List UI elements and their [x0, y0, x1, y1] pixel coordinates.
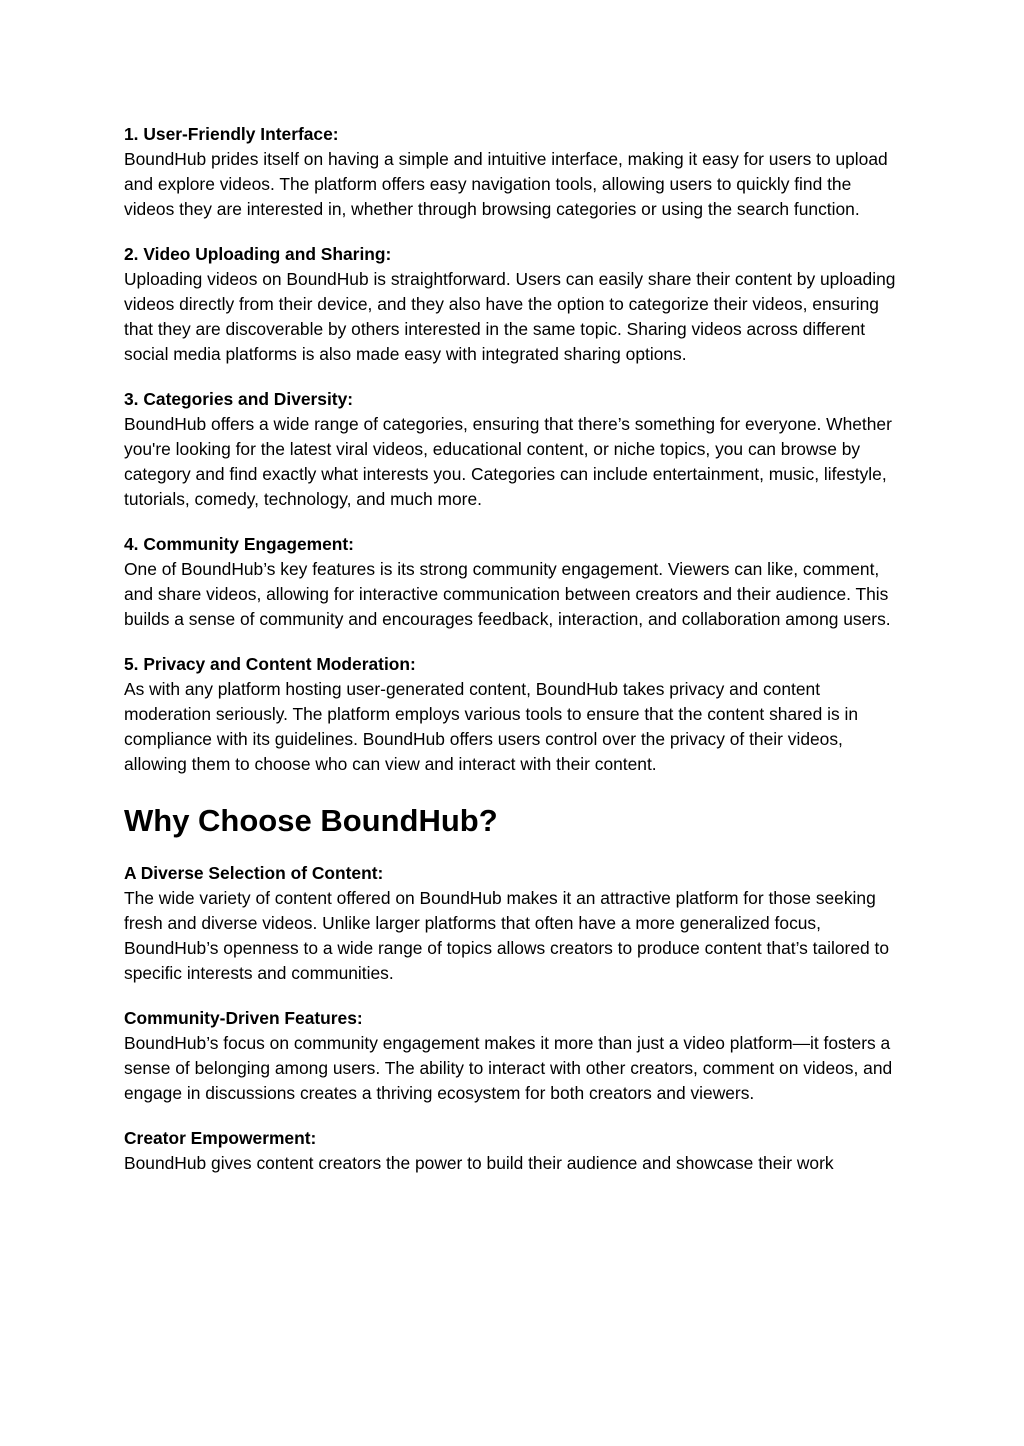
- document-page: [124, 122, 904, 1176]
- section-paragraph: The wide variety of content offered on BoundHub makes it an attractive platform for those seeking fresh and diverse videos. Unlike larger platforms that often have a more generalized focus, BoundHub’s openness to a wide range of topics allows creators to produce content that’s tailored to specific interests and communities.: [124, 888, 890, 983]
- section-paragraph: BoundHub gives content creators the power to build their audience and showcase their work: [124, 1153, 834, 1173]
- section-heading: Community-Driven Features:: [124, 1008, 363, 1028]
- feature-community-engagement: [124, 532, 904, 632]
- feature-video-uploading-sharing: [124, 242, 904, 367]
- feature-categories-diversity: [124, 387, 904, 512]
- section-heading: Creator Empowerment:: [124, 1128, 317, 1148]
- section-paragraph: BoundHub offers a wide range of categories, ensuring that there’s something for everyone. Whether you're looking for the latest viral videos, educational content, or niche topics, you can browse by category and find exactly what interests you. Categories can include entertainment, music, lifestyle, tutorials, comedy, technology, and much more.: [124, 414, 892, 509]
- why-creator-empowerment: [124, 1126, 904, 1176]
- section-heading: 3. Categories and Diversity:: [124, 389, 354, 409]
- section-paragraph: One of BoundHub’s key features is its strong community engagement. Viewers can like, comment, and share videos, allowing for interactive communication between creators and their audience. This builds a sense of community and encourages feedback, interaction, and collaboration among users.: [124, 559, 891, 629]
- section-heading: 4. Community Engagement:: [124, 534, 354, 554]
- section-heading: 5. Privacy and Content Moderation:: [124, 654, 416, 674]
- why-choose-heading: Why Choose BoundHub?: [124, 803, 498, 838]
- feature-privacy-moderation: [124, 652, 904, 777]
- feature-user-friendly-interface: [124, 122, 904, 222]
- section-paragraph: As with any platform hosting user-generated content, BoundHub takes privacy and content moderation seriously. The platform employs various tools to ensure that the content shared is in compliance with its guidelines. BoundHub offers users control over the privacy of their videos, allowing them to choose who can view and interact with their content.: [124, 679, 859, 774]
- section-heading: 1. User-Friendly Interface:: [124, 124, 339, 144]
- why-community-driven: [124, 1006, 904, 1106]
- section-paragraph: Uploading videos on BoundHub is straightforward. Users can easily share their content by uploading videos directly from their device, and they also have the option to categorize their videos, ensuring that they are discoverable by others interested in the same topic. Sharing videos across different social media platforms is also made easy with integrated sharing options.: [124, 269, 896, 364]
- section-paragraph: BoundHub’s focus on community engagement makes it more than just a video platform—it fosters a sense of belonging among users. The ability to interact with other creators, comment on videos, and engage in discussions creates a thriving ecosystem for both creators and viewers.: [124, 1033, 893, 1103]
- section-paragraph: BoundHub prides itself on having a simple and intuitive interface, making it easy for users to upload and explore videos. The platform offers easy navigation tools, allowing users to quickly find the videos they are interested in, whether through browsing categories or using the search function.: [124, 149, 888, 219]
- why-diverse-selection: [124, 861, 904, 986]
- section-heading: A Diverse Selection of Content:: [124, 863, 384, 883]
- section-heading: 2. Video Uploading and Sharing:: [124, 244, 392, 264]
